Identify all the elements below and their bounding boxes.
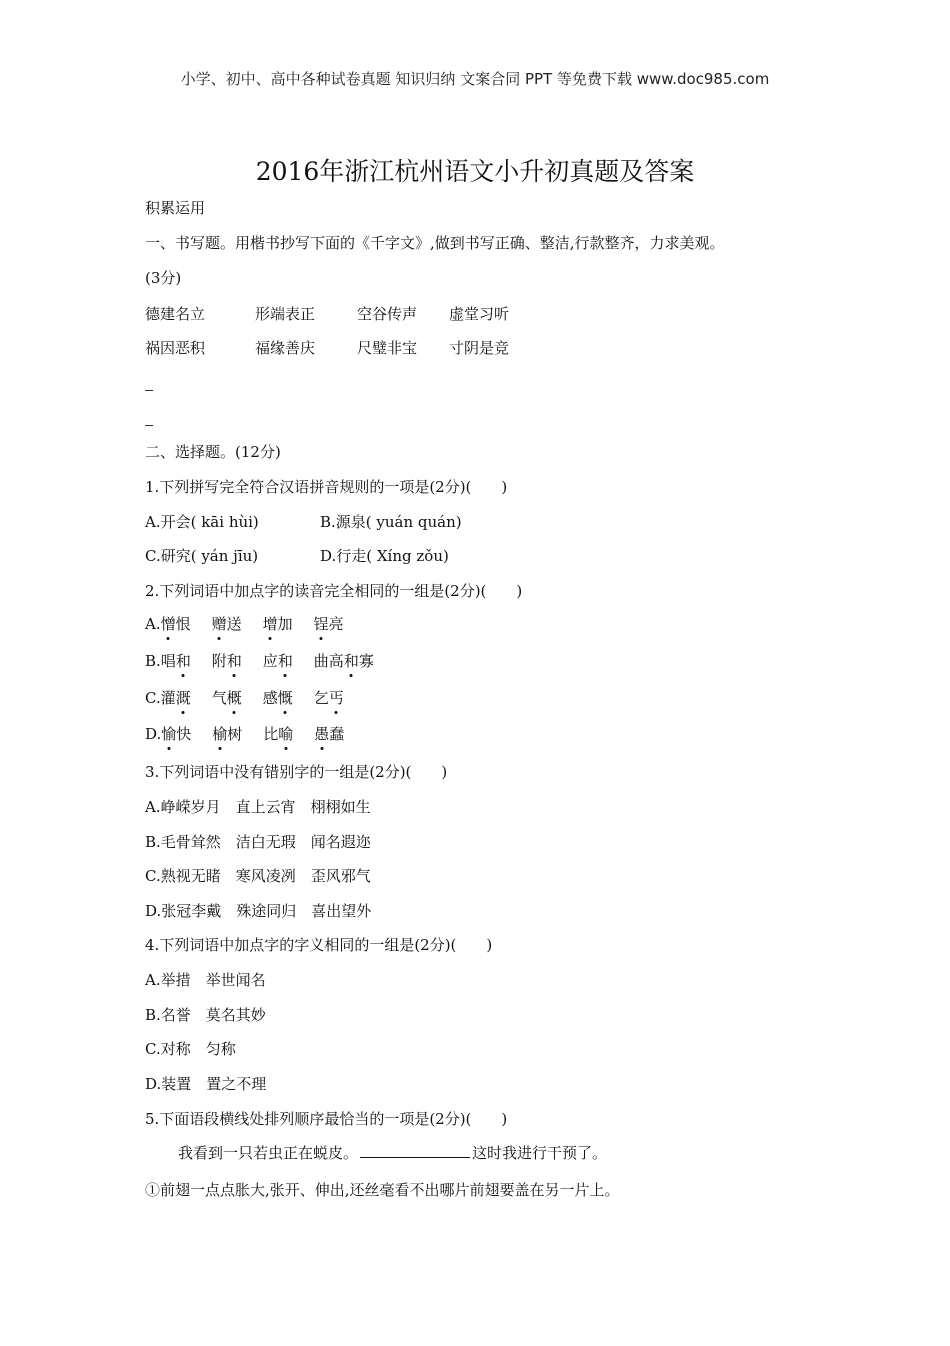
writing-line-mark xyxy=(145,425,153,426)
copy-phrase: 福缘善庆 xyxy=(255,339,316,357)
item-3-option-b: B.毛骨耸然 洁白无瑕 闻名遐迩 xyxy=(145,833,371,851)
passage-before: 我看到一只若虫正在蜕皮。 xyxy=(178,1144,359,1162)
item-1-options-row-2 xyxy=(145,546,449,566)
dotted-char: 和 xyxy=(277,652,293,670)
dotted-char: 和 xyxy=(175,652,191,670)
dotted-char: 愚 xyxy=(314,725,330,743)
dotted-char: 愉 xyxy=(161,725,177,743)
passage-after: 这时我进行干预了。 xyxy=(472,1144,608,1162)
option-word: 憎恨 xyxy=(160,615,191,633)
option-letter: D. xyxy=(145,725,162,743)
option-word: 愚蠢 xyxy=(314,725,345,743)
item-2-option-b xyxy=(145,651,374,671)
copy-phrase: 寸阴是竞 xyxy=(449,339,510,357)
item-2-option-d xyxy=(145,724,344,744)
option-word: 应和 xyxy=(262,652,293,670)
item-4-option-c: C.对称 匀称 xyxy=(145,1040,236,1058)
item-3-option-a: A.峥嵘岁月 直上云宵 栩栩如生 xyxy=(145,798,371,816)
answer-blank xyxy=(360,1143,470,1158)
dotted-char: 赠 xyxy=(211,615,227,633)
copy-phrase: 祸因恶积 xyxy=(145,339,206,357)
option-letter: C. xyxy=(145,689,161,707)
dotted-char: 概 xyxy=(226,689,242,707)
copy-phrase: 形端表正 xyxy=(255,305,316,323)
option-word: 气概 xyxy=(211,689,242,707)
dotted-char: 溉 xyxy=(175,689,191,707)
question-1-text: 一、书写题。用楷书抄写下面的《千字文》,做到书写正确、整洁,行款整齐，力求美观。 xyxy=(145,234,725,252)
copy-phrase: 尺璧非宝 xyxy=(357,339,418,357)
question-1-score: (3分) xyxy=(145,269,182,287)
option-b: B.源泉( yuán quán) xyxy=(320,513,462,531)
item-4-option-d: D.装置 置之不理 xyxy=(145,1075,267,1093)
dotted-char: 和 xyxy=(226,652,242,670)
dotted-char: 慨 xyxy=(277,689,293,707)
option-word: 锃亮 xyxy=(313,615,344,633)
option-letter: B. xyxy=(145,652,161,670)
item-2-stem: 2.下列词语中加点字的读音完全相同的一组是(2分)( ) xyxy=(145,582,523,600)
option-word: 愉快 xyxy=(161,725,192,743)
item-4-stem: 4.下列词语中加点字的字义相同的一组是(2分)( ) xyxy=(145,936,493,954)
dotted-char: 增 xyxy=(262,615,278,633)
document-title: 2016年浙江杭州语文小升初真题及答案 xyxy=(255,157,695,186)
item-3-stem: 3.下列词语中没有错别字的一组是(2分)( ) xyxy=(145,763,448,781)
dotted-char: 榆 xyxy=(212,725,228,743)
item-2-option-c xyxy=(145,688,344,708)
option-word: 乞丐 xyxy=(313,689,344,707)
dotted-char: 憎 xyxy=(160,615,176,633)
item-1-stem: 1.下列拼写完全符合汉语拼音规则的一项是(2分)( ) xyxy=(145,478,508,496)
option-a: A.开会( kāi hùi) xyxy=(145,513,259,531)
section-label: 积累运用 xyxy=(145,199,206,217)
copy-phrase: 德建名立 xyxy=(145,305,206,323)
copy-row-1 xyxy=(145,304,509,324)
dotted-char: 锃 xyxy=(313,615,329,633)
copy-phrase: 虚堂习听 xyxy=(449,305,510,323)
item-5-sentence-1: ①前翅一点点胀大,张开、伸出,还丝毫看不出哪片前翅要盖在另一片上。 xyxy=(145,1181,620,1199)
item-2-option-a xyxy=(145,614,344,634)
option-word: 附和 xyxy=(211,652,242,670)
option-d: D.行走( Xíng zǒu) xyxy=(320,547,449,565)
item-5-stem: 5.下面语段横线处排列顺序最恰当的一项是(2分)( ) xyxy=(145,1110,508,1128)
item-3-option-d: D.张冠李戴 殊途同归 喜出望外 xyxy=(145,902,372,920)
question-2-heading: 二、选择题。(12分) xyxy=(145,443,281,461)
option-word: 增加 xyxy=(262,615,293,633)
option-word: 感慨 xyxy=(262,689,293,707)
copy-phrase: 空谷传声 xyxy=(357,305,418,323)
dotted-char: 和 xyxy=(343,652,359,670)
option-word: 榆树 xyxy=(212,725,243,743)
option-word: 唱和 xyxy=(160,652,191,670)
option-word: 比喻 xyxy=(263,725,294,743)
writing-line-mark xyxy=(145,390,153,391)
option-letter: A. xyxy=(145,615,161,633)
option-word: 赠送 xyxy=(211,615,242,633)
option-c: C.研究( yán jīu) xyxy=(145,547,259,565)
dotted-char: 喻 xyxy=(278,725,294,743)
option-word: 曲高和寡 xyxy=(313,652,374,670)
item-3-option-c: C.熟视无睹 寒风凌冽 歪风邪气 xyxy=(145,867,371,885)
item-4-option-a: A.举措 举世闻名 xyxy=(145,971,266,989)
dotted-char: 丐 xyxy=(328,689,344,707)
page-header: 小学、初中、高中各种试卷真题 知识归纳 文案合同 PPT 等免费下载 www.doc985.com xyxy=(180,70,770,88)
item-4-option-b: B.名誉 莫名其妙 xyxy=(145,1006,266,1024)
copy-row-2 xyxy=(145,338,509,358)
item-5-passage xyxy=(178,1143,607,1163)
option-word: 灌溉 xyxy=(160,689,191,707)
item-1-options-row-1 xyxy=(145,512,462,532)
